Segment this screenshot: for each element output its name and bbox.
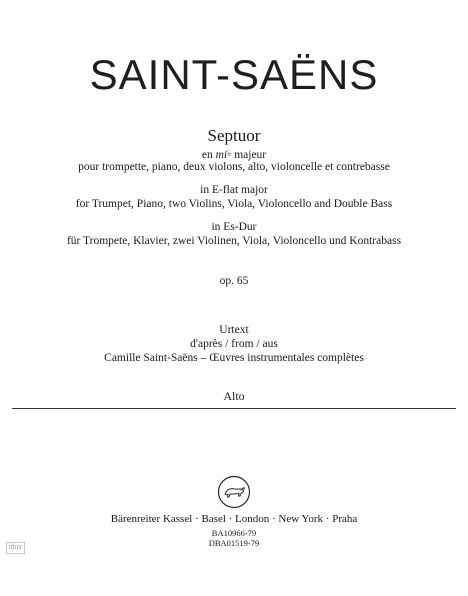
baerenreiter-logo-icon [217, 475, 251, 509]
french-key-note: mi [215, 149, 228, 161]
catalog-number-1: BA10966-79 [211, 528, 257, 538]
part-divider [12, 408, 456, 409]
french-key-suffix: majeur [231, 149, 267, 161]
urtext-label: Urtext [219, 324, 249, 336]
french-instruments: pour trompette, piano, deux violons, alto, violoncelle et contrebasse [78, 161, 390, 173]
source-prefix: d'après / from / aus [190, 338, 278, 350]
source-title: Camille Saint-Saëns – Œuvres instrumentales complètes [104, 352, 364, 364]
composer-name: SAINT-SAËNS [89, 51, 379, 98]
german-key: in Es-Dur [211, 221, 257, 233]
flat-symbol: ♭ [227, 148, 232, 158]
english-instruments: for Trumpet, Piano, two Violins, Viola, Violoncello and Double Bass [75, 198, 393, 210]
work-title: Septuor [207, 126, 261, 145]
watermark-badge: idnv [6, 542, 25, 554]
german-instruments: für Trompete, Klavier, zwei Violinen, Viola, Violoncello und Kontrabass [66, 235, 402, 247]
publisher-cities: Bärenreiter Kassel · Basel · London · New York · Praha [110, 513, 358, 525]
opus-number: op. 65 [219, 275, 249, 287]
part-name: Alto [223, 389, 245, 403]
english-key: in E-flat major [200, 184, 268, 196]
catalog-number-2: DBA01519-79 [208, 538, 260, 548]
french-key-prefix: en [201, 149, 216, 161]
